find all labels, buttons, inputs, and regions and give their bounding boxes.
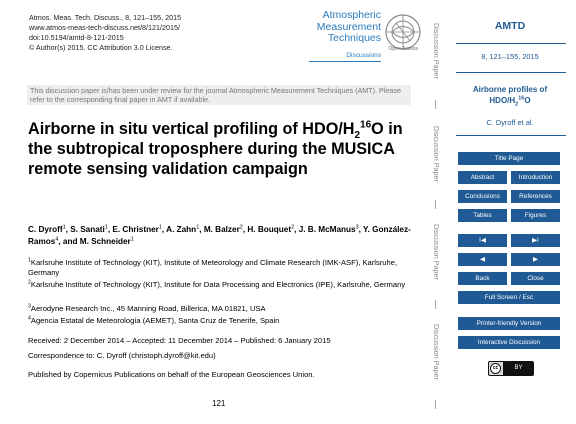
- strip-divider: [435, 400, 436, 409]
- journal-logo-line1: Atmospheric: [322, 9, 381, 21]
- journal-logo-rule: [309, 61, 381, 62]
- navigation-panel: [444, 0, 576, 424]
- previous-page-button[interactable]: ◀: [458, 253, 507, 266]
- correspondence-line[interactable]: Correspondence to: C. Dyroff (christoph.dyroff@kit.edu): [28, 351, 216, 360]
- panel-journal-ref: 8, 121–155, 2015: [481, 52, 539, 61]
- publisher-line: Published by Copernicus Publications on behalf of the European Geosciences Union.: [28, 370, 315, 379]
- introduction-button[interactable]: Introduction: [511, 171, 560, 184]
- panel-rule: [456, 43, 566, 44]
- panel-rule: [456, 135, 566, 136]
- strip-divider: [435, 100, 436, 109]
- strip-label: Discussion Paper: [432, 23, 441, 79]
- affiliation-1: $^1$Karlsruhe Institute of Technology (KIT), Institute of Meteorology and Climate Research (IMK-ASF), Karlsruhe, Germany: [28, 257, 398, 278]
- open-access-label: Open Access: [388, 46, 418, 52]
- back-button[interactable]: Back: [458, 272, 507, 285]
- discussion-paper-strip: [428, 0, 444, 424]
- interactive-discussion-button[interactable]: Interactive Discussion: [458, 336, 560, 349]
- title-part1: Airborne in situ vertical profiling of HDO/H: [28, 120, 355, 138]
- short-title-line2: HDO/$H_2^{16}O$: [489, 95, 531, 108]
- author: C. Dyroff$^1$,: [28, 224, 71, 234]
- strip-label: Discussion Paper: [432, 224, 441, 280]
- last-page-button[interactable]: ▶I: [511, 234, 560, 247]
- panel-short-title: [444, 84, 576, 106]
- author: H. Bouquet$^2$,: [247, 224, 299, 234]
- review-note: This discussion paper is/has been under review for the journal Atmospheric Measurement Techniques (AMT). Please refer to the corresponding final paper in AMT if available.: [30, 86, 402, 105]
- title-sup: 16: [360, 119, 372, 131]
- author: E. Christner$^1$,: [112, 224, 167, 234]
- dates-line: Received: 2 December 2014 – Accepted: 11 December 2014 – Published: 6 January 2015: [28, 336, 331, 345]
- affiliation-4: $^4$Agencia Estatal de Meteorología (AEMET), Santa Cruz de Tenerife, Spain: [28, 315, 280, 325]
- cc-label: cc: [490, 363, 501, 374]
- affiliation-2: $^2$Karlsruhe Institute of Technology (KIT), Institute for Data Processing and Electronics (IPE), Karlsruhe, Germany: [28, 279, 406, 289]
- author: A. Zahn$^1$,: [166, 224, 204, 234]
- title-sub: 2: [354, 130, 361, 142]
- abstract-button[interactable]: Abstract: [458, 171, 507, 184]
- figures-button[interactable]: Figures: [511, 209, 560, 222]
- panel-short-author: C. Dyroff et al.: [486, 118, 534, 127]
- journal-logo-line3: Techniques: [327, 32, 381, 44]
- strip-label: Discussion Paper: [432, 126, 441, 182]
- affiliation-3: $^3$Aerodyne Research Inc., 45 Manning Road, Billerica, MA 01821, USA: [28, 303, 266, 313]
- author-list: [28, 224, 420, 248]
- citation-url[interactable]: www.atmos-meas-tech-discuss.net/8/121/2015/: [29, 23, 181, 32]
- panel-rule: [456, 72, 566, 73]
- paper-title: [28, 119, 418, 179]
- short-title-line1: Airborne profiles of: [472, 85, 548, 94]
- citation-doi[interactable]: doi:10.5194/amtd-8-121-2015: [29, 33, 124, 42]
- title-part2: O in the subtropical troposphere during the MUSICA remote sensing validation campaign: [28, 120, 403, 178]
- title-page-button[interactable]: Title Page: [458, 152, 560, 165]
- journal-logo-text: [317, 10, 381, 45]
- references-button[interactable]: References: [511, 190, 560, 203]
- author: M. Schneider$^1$: [79, 236, 134, 246]
- citation-block: [29, 13, 181, 53]
- journal-logo-discussions: Discussions: [346, 52, 381, 59]
- citation-license: © Author(s) 2015. CC Attribution 3.0 License.: [29, 43, 173, 52]
- first-page-button[interactable]: I◀: [458, 234, 507, 247]
- journal-logo-line2: Measurement: [316, 20, 381, 33]
- close-button[interactable]: Close: [511, 272, 560, 285]
- journal-logo: [297, 10, 422, 62]
- conclusions-button[interactable]: Conclusions: [458, 190, 507, 203]
- page-number: 121: [212, 399, 226, 408]
- strip-divider: [435, 200, 436, 209]
- author: M. Balzer$^2$,: [203, 224, 248, 234]
- citation-journal: Atmos. Meas. Tech. Discuss., 8, 121–155, 2015: [29, 13, 182, 22]
- printer-friendly-button[interactable]: Printer-friendly Version: [458, 317, 560, 330]
- author: S. Sanati$^1$,: [70, 224, 113, 234]
- author: Y. González-Ramos$^4$, and: [28, 225, 411, 246]
- strip-divider: [435, 300, 436, 309]
- full-screen-button[interactable]: Full Screen / Esc: [458, 291, 560, 304]
- tables-button[interactable]: Tables: [458, 209, 507, 222]
- author: J. B. McManus$^3$,: [298, 224, 364, 234]
- panel-journal-name: AMTD: [494, 20, 526, 32]
- cc-by-license-icon[interactable]: [488, 361, 534, 376]
- cc-by-label: BY: [503, 362, 534, 375]
- strip-label: Discussion Paper: [432, 324, 441, 380]
- next-page-button[interactable]: ▶: [511, 253, 560, 266]
